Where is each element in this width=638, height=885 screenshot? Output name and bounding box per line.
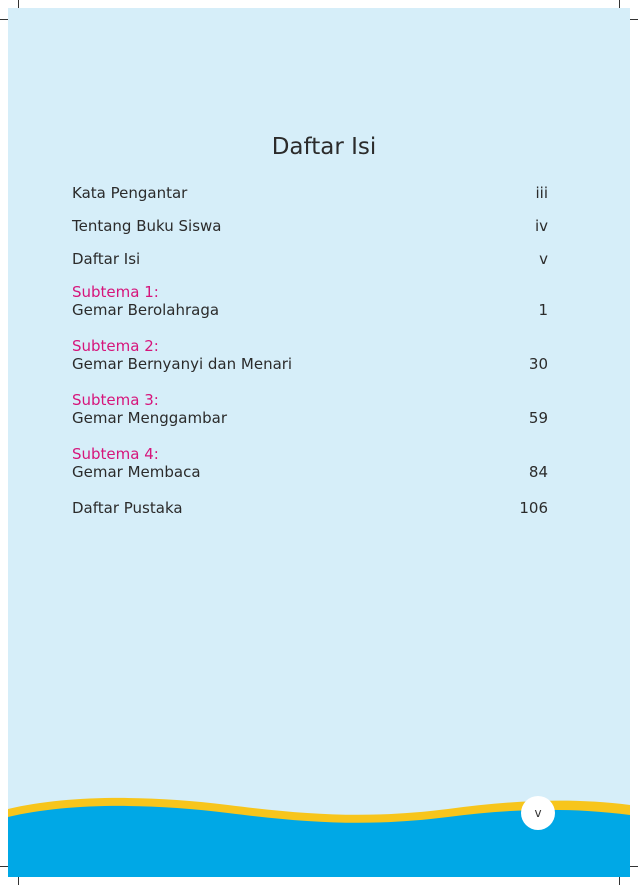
toc-entry-text (72, 184, 187, 202)
page-number: v (534, 806, 542, 820)
toc-entry (72, 250, 548, 268)
toc-page-number: iii (535, 184, 548, 202)
toc-entry (72, 283, 548, 319)
toc-page-number: v (539, 250, 548, 268)
page-title: Daftar Isi (271, 134, 377, 160)
toc-entry-label: Daftar Pustaka (72, 499, 183, 517)
toc-entry-label: Gemar Membaca (72, 463, 201, 481)
toc-entry-text (72, 217, 221, 235)
toc-page-number: 1 (538, 301, 548, 319)
toc-entry (72, 337, 548, 373)
toc-page-number: 30 (528, 355, 548, 373)
table-of-contents (72, 184, 548, 532)
toc-page-number: 84 (528, 463, 548, 481)
crop-mark (619, 0, 620, 8)
toc-entry-text (72, 445, 201, 481)
toc-entry (72, 217, 548, 235)
toc-subtema-label: Subtema 4: (72, 445, 159, 463)
toc-entry (72, 499, 548, 517)
toc-entry-label: Gemar Menggambar (72, 409, 227, 427)
page (8, 8, 630, 877)
toc-page-number: 106 (519, 499, 548, 517)
page-number-badge (521, 796, 555, 830)
toc-entry-label: Gemar Bernyanyi dan Menari (72, 355, 293, 373)
toc-entry-text (72, 499, 183, 517)
toc-entry (72, 445, 548, 481)
crop-mark (619, 877, 620, 885)
toc-entry-label: Kata Pengantar (72, 184, 188, 202)
toc-entry-text (72, 337, 292, 373)
toc-subtema-label: Subtema 1: (72, 283, 159, 301)
toc-entry-text (72, 391, 227, 427)
toc-entry (72, 184, 548, 202)
toc-entry-text (72, 250, 140, 268)
toc-entry-label: Gemar Berolahraga (72, 301, 220, 319)
toc-entry-text (72, 283, 219, 319)
toc-entry-label: Daftar Isi (72, 250, 141, 268)
toc-subtema-label: Subtema 2: (72, 337, 159, 355)
toc-entry-label: Tentang Buku Siswa (72, 217, 222, 235)
toc-page-number: iv (534, 217, 548, 235)
toc-subtema-label: Subtema 3: (72, 391, 159, 409)
crop-mark (18, 0, 19, 8)
crop-mark (18, 877, 19, 885)
toc-page-number: 59 (528, 409, 548, 427)
toc-entry (72, 391, 548, 427)
